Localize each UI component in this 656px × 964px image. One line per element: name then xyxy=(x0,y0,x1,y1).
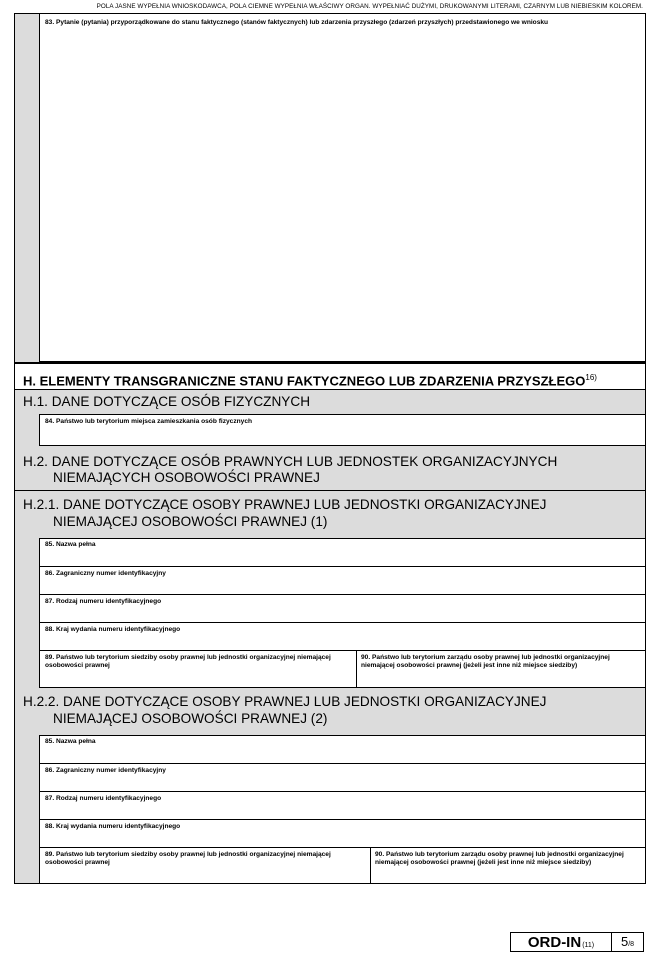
field-83-margin xyxy=(15,14,39,362)
fill-instructions-note: POLA JASNE WYPEŁNIA WNIOSKODAWCA, POLA CIEMNE WYPEŁNIA WŁAŚCIWY ORGAN. WYPEŁNIAĆ DUŻYMI, DRUKOWANYMI LITERAMI, CZARNYM LUB NIEBIESKIM KOLOREM. xyxy=(96,3,643,10)
h22-field-85-label: 85. Nazwa pełna xyxy=(45,738,96,745)
section-h1-title: H.1. DANE DOTYCZĄCE OSÓB FIZYCZNYCH xyxy=(23,394,311,409)
section-h21-title-line2: NIEMAJĄCEJ OSOBOWOŚCI PRAWNEJ (1) xyxy=(53,514,328,529)
form-page xyxy=(14,13,646,884)
h21-field-85-label: 85. Nazwa pełna xyxy=(45,541,96,548)
section-h22-margin xyxy=(15,735,39,883)
page-total: /8 xyxy=(628,941,635,948)
h21-field-89-label: 89. Państwo lub terytorium siedziby osoby prawnej lub jednostki organizacyjnej niemającej osobowości prawnej xyxy=(45,654,331,669)
h21-field-85-box[interactable] xyxy=(39,538,645,567)
section-h21-margin xyxy=(15,538,39,688)
h22-field-86-label: 86. Zagraniczny numer identyfikacyjny xyxy=(45,767,166,774)
footnote-marker: 16) xyxy=(585,373,597,382)
section-h-title: H. ELEMENTY TRANSGRANICZNE STANU FAKTYCZNEGO LUB ZDARZENIA PRZYSZŁEGO$^{16)}$ xyxy=(23,373,597,389)
form-version: (11) xyxy=(582,942,595,949)
field-83-label: 83. Pytanie (pytania) przyporządkowane do stanu faktycznego (stanów faktycznych) lub zdarzenia przyszłego (zdarzeń przyszłych) przedstawionego we wniosku xyxy=(45,19,549,26)
h22-field-85-box[interactable] xyxy=(39,735,645,764)
field-83-box[interactable] xyxy=(39,14,645,362)
field-84-label: 84. Państwo lub terytorium miejsca zamieszkania osób fizycznych xyxy=(45,418,253,425)
field-84-margin xyxy=(15,414,39,446)
h22-field-88-label: 88. Kraj wydania numeru identyfikacyjnego xyxy=(45,823,181,830)
section-divider xyxy=(15,362,645,364)
section-h22-title-line1: H.2.2. DANE DOTYCZĄCE OSOBY PRAWNEJ LUB JEDNOSTKI ORGANIZACYJNEJ xyxy=(23,694,547,709)
section-h2-title-line2: NIEMAJĄCYCH OSOBOWOŚCI PRAWNEJ xyxy=(53,470,320,485)
h22-field-87-label: 87. Rodzaj numeru identyfikacyjnego xyxy=(45,795,162,802)
page-number: 5 /8 xyxy=(620,934,635,949)
h22-field-89-label: 89. Państwo lub terytorium siedziby osoby prawnej lub jednostki organizacyjnej niemającej osobowości prawnej xyxy=(45,851,331,866)
form-footer xyxy=(510,932,644,952)
h21-field-86-label: 86. Zagraniczny numer identyfikacyjny xyxy=(45,570,166,577)
form-code: ORD-IN (11) xyxy=(511,933,612,951)
h22-field-90-label: 90. Państwo lub terytorium zarządu osoby prawnej lub jednostki organizacyjnej niemającej osobowości prawnej (jeżeli jest inne niż miejsce siedziby) xyxy=(375,851,624,866)
h21-field-90-label: 90. Państwo lub terytorium zarządu osoby prawnej lub jednostki organizacyjnej niemającej osobowości prawnej (jeżeli jest inne niż miejsce siedziby) xyxy=(361,654,610,669)
h21-field-87-label: 87. Rodzaj numeru identyfikacyjnego xyxy=(45,598,162,605)
section-h22-title-line2: NIEMAJĄCEJ OSOBOWOŚCI PRAWNEJ (2) xyxy=(53,711,328,726)
section-h2-title-line1: H.2. DANE DOTYCZĄCE OSÓB PRAWNYCH LUB JEDNOSTEK ORGANIZACYJNYCH xyxy=(23,454,558,469)
section-h21-title-line1: H.2.1. DANE DOTYCZĄCE OSOBY PRAWNEJ LUB JEDNOSTKI ORGANIZACYJNEJ xyxy=(23,497,547,512)
h21-field-88-label: 88. Kraj wydania numeru identyfikacyjnego xyxy=(45,626,181,633)
